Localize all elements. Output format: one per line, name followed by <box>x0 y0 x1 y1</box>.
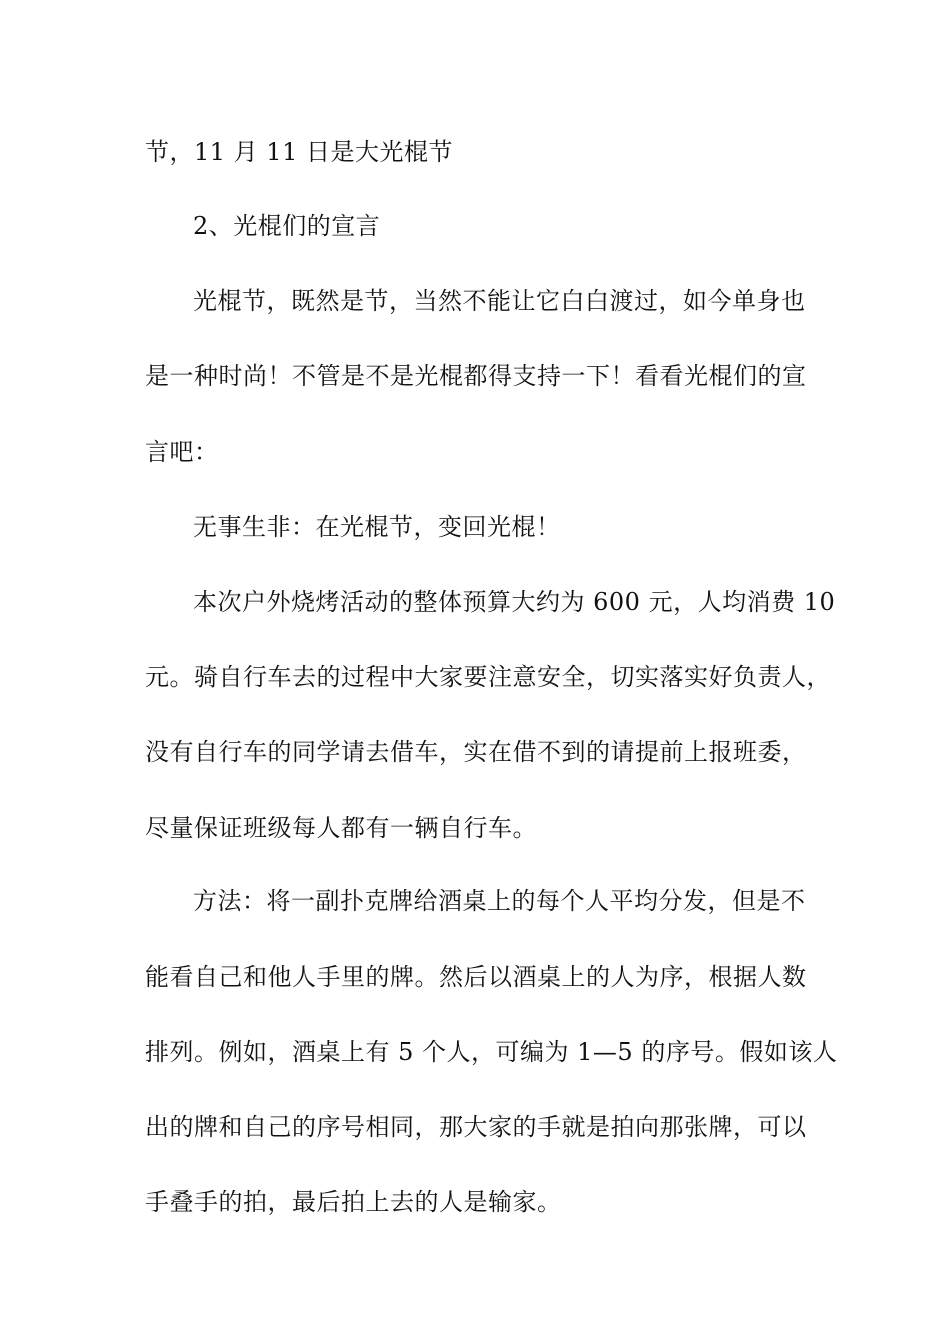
text-line: 排列。例如，酒桌上有 5 个人，可编为 1—5 的序号。假如该人 <box>145 1038 838 1066</box>
text-line: 方法：将一副扑克牌给酒桌上的每个人平均分发，但是不 <box>193 887 806 915</box>
section-heading: 2、光棍们的宣言 <box>193 212 381 240</box>
text-line: 无事生非：在光棍节，变回光棍！ <box>193 513 561 541</box>
text-line: 出的牌和自己的序号相同，那大家的手就是拍向那张牌，可以 <box>145 1113 807 1141</box>
text-line: 手叠手的拍，最后拍上去的人是输家。 <box>145 1188 562 1216</box>
text-line: 尽量保证班级每人都有一辆自行车。 <box>145 814 537 842</box>
text-line: 言吧： <box>145 438 219 466</box>
text-line: 能看自己和他人手里的牌。然后以酒桌上的人为序，根据人数 <box>145 963 807 991</box>
text-line: 元。骑自行车去的过程中大家要注意安全，切实落实好负责人， <box>145 663 831 691</box>
text-line: 光棍节，既然是节，当然不能让它白白渡过，如今单身也 <box>193 287 806 315</box>
text-line: 没有自行车的同学请去借车，实在借不到的请提前上报班委， <box>145 738 807 766</box>
text-line: 节，11 月 11 日是大光棍节 <box>145 138 453 166</box>
text-line: 是一种时尚！不管是不是光棍都得支持一下！看看光棍们的宣 <box>145 362 807 390</box>
text-line: 本次户外烧烤活动的整体预算大约为 600 元，人均消费 10 <box>193 588 836 616</box>
